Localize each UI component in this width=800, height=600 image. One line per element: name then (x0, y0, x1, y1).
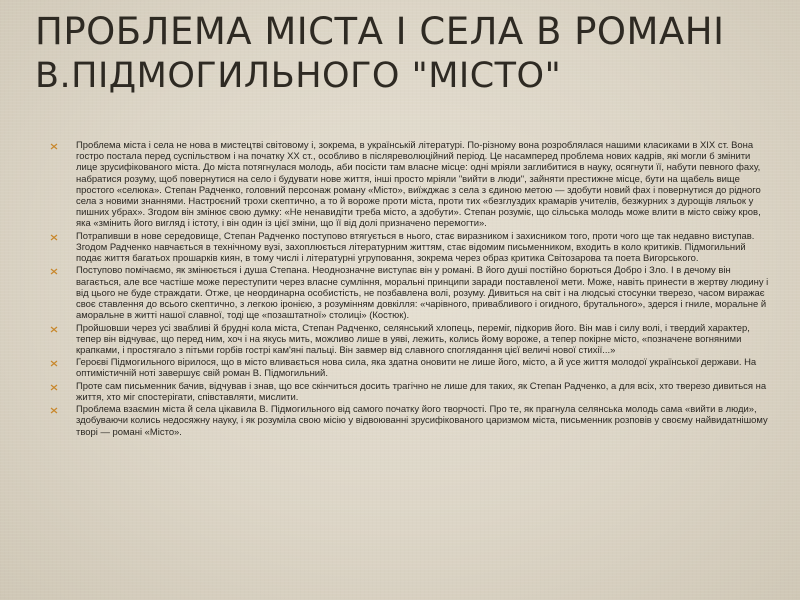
ornament-bullet-icon (50, 265, 60, 276)
paragraph-text: Потрапивши в нове середовище, Степан Радченко поступово втягується в нього, стає виразником і захисником того, проти чого ще так недавно виступав. Згодом Радченко навчається в технічному вузі, захоплюється літературним життям, стає відомим письменником, входить в коло критиків. Підмогильний подає життя багатьох прошарків киян, в тому числі і літературні угруповання, зокрема через образ критика Світозарова та поета Вигорського. (76, 230, 755, 265)
slide-title-line-1: ПРОБЛЕМА МІСТА І СЕЛА В РОМАНІ (35, 10, 725, 53)
slide-body-list (50, 140, 772, 439)
body-paragraph (50, 404, 772, 438)
body-paragraph (50, 265, 772, 321)
body-paragraph (50, 231, 772, 265)
body-paragraph (50, 140, 772, 230)
ornament-bullet-icon (50, 357, 60, 368)
paragraph-text: Проблема взаємин міста й села цікавила В. Підмогильного від самого початку його творчості. Про те, як прагнула селянська молодь сама «вийти в люди», здобуваючи колись недосяжну науку, і як розуміла свою місію у відвоюванні зрусифікованого царизмом міста, письменник розповів у своєму найвидатнішому творі — романі «Місто». (76, 404, 768, 438)
slide-title-line-2: В.ПІДМОГИЛЬНОГО "МІСТО" (35, 56, 562, 96)
ornament-bullet-icon (50, 140, 60, 151)
ornament-bullet-icon (50, 231, 60, 242)
ornament-bullet-icon (50, 381, 60, 392)
slide-title (35, 10, 775, 98)
ornament-bullet-icon (50, 323, 60, 334)
ornament-bullet-icon (50, 404, 60, 415)
body-paragraph (50, 357, 772, 379)
paragraph-text: Проблема міста і села не нова в мистецтві світовому і, зокрема, в українській літературі. По-різному вона розроблялася нашими класиками в XIX ст. Вона гостро постала перед суспільством і на початку XX ст., особливо в післяреволюційний період. Це насамперед проблема нових кадрів, які могли б змінити лице зрусифікованого міста. До міста потягнулася молодь, аби посісти там власне місце: одні мріяли заглибитися в науку, осягнути її, набути певного фаху, набратися розуму, щоб повернутися на село і будувати нове життя, інші просто мріяли "вийти в люди", зайняти престижне місце, бути на щабель вище простого «селюка». Степан Радченко, головний персонаж роману «Місто», виїжджає з села з єдиною метою — здобути новий фах і повернутися до рідного села з новими знаннями. Настроєний трохи скептично, а то й вороже проти міста, проти тих «безглуздих крамарів учителів, безжурних з дурощів ляльок у пишних убрах». Згодом він змінює свою думку: «Не ненавидіти треба місто, а здобути». Степан розуміє, що сільська молодь може влити в місто свіжу кров, яка «змінить його вигляд і істоту, і він один із цієї зміни, що її від долі призначено перемогти». (76, 140, 761, 230)
body-paragraph (50, 381, 772, 403)
paragraph-text: Героєві Підмогильного вірилося, що в місто вливається нова сила, яка здатна оновити не лише його, місто, а й усе життя молодої української держави. На оптимістичній ноті завершує свій роман В. Підмогильний. (76, 357, 757, 380)
paragraph-text: Пройшовши через усі звабливі й брудні кола міста, Степан Радченко, селянський хлопець, переміг, підкорив його. Він мав і силу волі, і твердий характер, тепер він відчуває, що перед ним, хоч і на якусь мить, можливо лише в уяві, лежить, колись йому вороже, а тепер покірне місто, «позначене вогняними крапками, і простягало з пітьми горбів гострі кам'яні пальці. Він завмер від славного споглядання цієї величі нової стихії...» (76, 322, 750, 356)
paragraph-text: Поступово помічаємо, як змінюється і душа Степана. Неоднозначне виступає він у романі. В його душі постійно борються Добро і Зло. І в дечому він вагається, але все частіше може переступити через власне сумління, моральні принципи заради поставленої мети. Може, навіть принести в жертву людину і від цього не буде страждати. Отже, це неординарна особистість, не позбавлена волі, розуму. Дивиться на світ і на людські стосунки тверезо, часом виражає своє ставлення до всього скептично, з легкою іронією, з розумінням довкілля: «чарівного, привабливого і огидного, брутального», здерся і гнилe, моральне й аморальне в житті нашої славної, тоді ще «позаштатної» столиці» (Костюк). (76, 265, 769, 322)
paragraph-text: Проте сам письменник бачив, відчував і знав, що все скінчиться досить трагічно не лише для таких, як Степан Радченко, а для всіх, хто тверезо дивиться на життя, хто міг спостерігати, співставляти, мислити. (76, 380, 767, 403)
body-paragraph (50, 323, 772, 357)
